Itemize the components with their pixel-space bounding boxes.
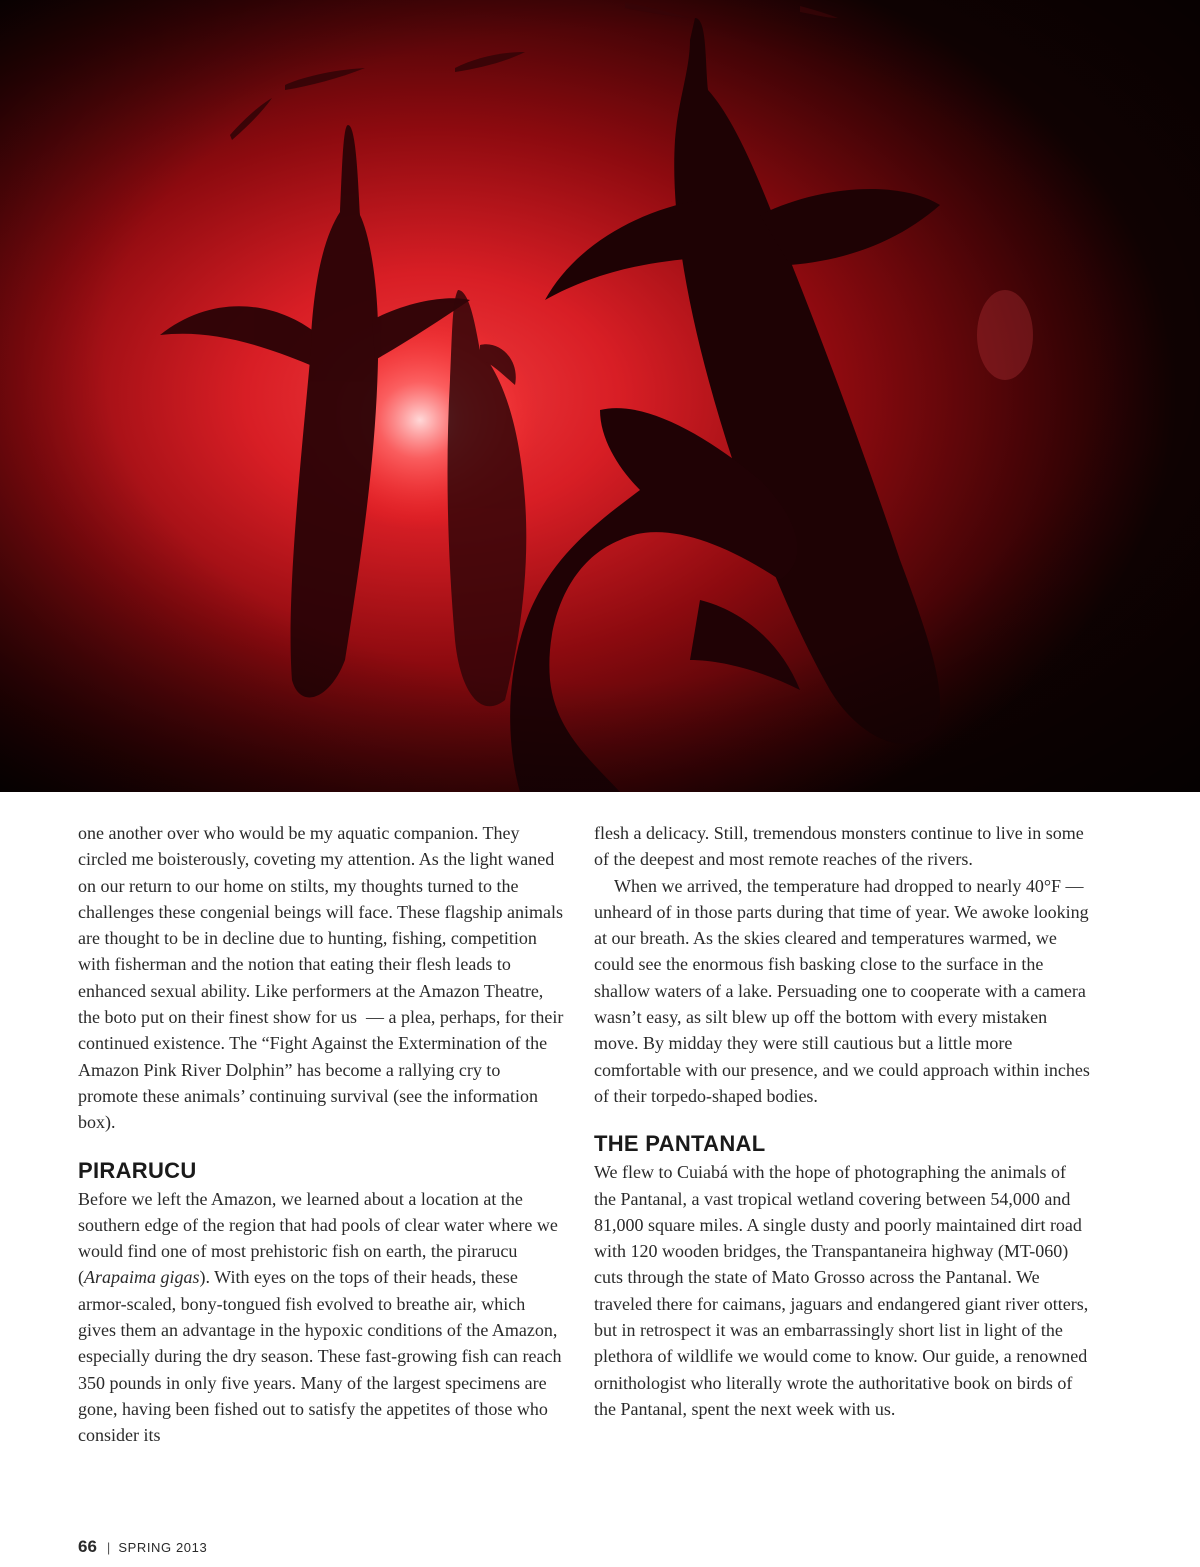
footer-separator: | <box>106 1540 111 1555</box>
paragraph <box>78 1186 564 1449</box>
paragraph: flesh a delicacy. Still, tremendous monsters continue to live in some of the deepest and most remote reaches of the rivers. <box>594 823 1084 870</box>
paragraph-text: Before we left the Amazon, we learned about a location at the southern edge of the region that had pools of clear water where we would find one of most prehistoric fish on earth, the pirarucu ( <box>78 1188 558 1288</box>
paragraph: one another over who would be my aquatic companion. They circled me boisterously, coveting my attention. As the light waned on our return to our home on stilts, my thoughts turned to the challenges these congenial beings will face. These flagship animals are thought to be in decline due to hunting, fishing, competition with fisherman and the notion that eating their flesh leads to enhanced sexual ability. Like performers at the Amazon Theatre, the boto put on their finest show for us — a plea, perhaps, for their continued existence. The “Fight Against the Extermination of the Amazon Pink River Dolphin” has become a rallying cry to promote these animals’ continuing survival (see the information box). <box>78 823 564 1133</box>
page-footer <box>78 1536 207 1559</box>
section-heading-pantanal: THE PANTANAL <box>594 1131 766 1157</box>
article-column-left <box>78 820 564 1449</box>
paragraph: We flew to Cuiabá with the hope of photographing the animals of the Pantanal, a vast tropical wetland covering between 54,000 and 81,000 square miles. A single dusty and poorly maintained dirt road with 120 wooden bridges, the Transpantaneira highway (MT-060) cuts through the state of Mato Grosso across the Pantanal. We traveled there for caimans, jaguars and endangered giant river otters, but in retrospect it was an embarrassingly short list in light of the plethora of wildlife we would come to know. Our guide, a renowned ornithologist who literally wrote the authoritative book on birds of the Pantanal, spent the next week with us. <box>594 1162 1089 1419</box>
issue-label: SPRING 2013 <box>118 1540 208 1555</box>
species-name: Arapaima gigas <box>84 1267 200 1288</box>
article-column-right <box>594 820 1090 1422</box>
section-heading-pirarucu: PIRARUCU <box>78 1157 197 1183</box>
paragraph: When we arrived, the temperature had dropped to nearly 40°F — unheard of in those parts during that time of year. We awoke looking at our breath. As the skies cleared and temperatures warmed, we could see the enormous fish basking close to the surface in the shallow waters of a lake. Persuading one to cooperate with a camera wasn’t easy, as silt blew up off the bottom with every mistaken move. By midday they were still cautious but a little more comfortable with our presence, and we could approach within inches of their torpedo-shaped bodies. <box>594 875 1090 1106</box>
page-number: 66 <box>78 1537 97 1556</box>
paragraph-text: ). With eyes on the tops of their heads, these armor-scaled, bony-tongued fish evolved to breathe air, which gives them an advantage in the hypoxic conditions of the Amazon, especially during the dry season. These fast-growing fish can reach 350 pounds in only five years. Many of the largest specimens are gone, having been fished out to satisfy the appetites of those who consider its <box>78 1267 562 1446</box>
